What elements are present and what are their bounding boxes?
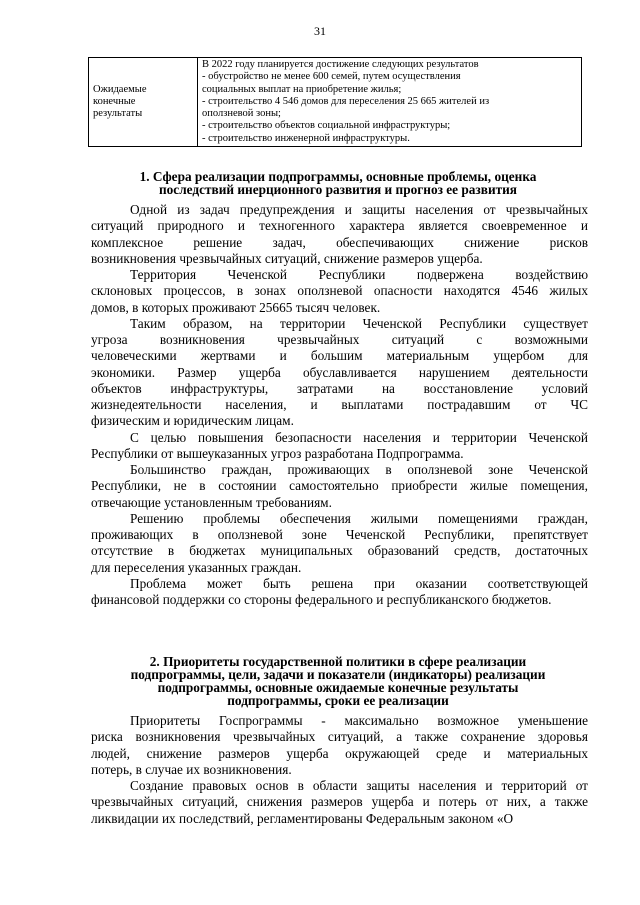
expected-results-table bbox=[88, 57, 582, 147]
paragraph-line: чрезвычайных ситуаций, снижения размеров ущерба и потерь от них, а также bbox=[91, 794, 588, 810]
paragraph-line: жизнедеятельности населения, и выплатами пострадавшим от ЧС bbox=[91, 397, 588, 412]
paragraph-line: склоновых процессов, в зонах оползневой опасности находятся 4546 жилых bbox=[91, 283, 588, 299]
heading-line: подпрограммы, основные ожидаемые конечные результаты bbox=[157, 680, 519, 695]
table-label-line: Ожидаемые bbox=[93, 83, 147, 95]
paragraph bbox=[91, 778, 588, 827]
page-number: 31 bbox=[314, 24, 326, 38]
paragraph bbox=[91, 316, 588, 430]
paragraph-line: физическим и юридическим лицам. bbox=[91, 413, 294, 429]
table-content-line: социальных выплат на приобретение жилья; bbox=[202, 83, 402, 95]
paragraph-line: ликвидации их последствий, регламентированы Федеральным законом «О bbox=[91, 810, 514, 826]
paragraph-line: Одной из задач предупреждения и защиты населения от чрезвычайных bbox=[130, 202, 588, 217]
table-row bbox=[89, 58, 582, 147]
table-content-line: - строительство объектов социальной инфраструктуры; bbox=[202, 120, 451, 132]
paragraph-line: Республики, не в состоянии самостоятельно приобрести жилые помещения, bbox=[91, 478, 588, 494]
paragraph-line: Республики от вышеуказанных угроз разработана Подпрограмма. bbox=[91, 445, 464, 461]
table-content-line: - строительство 4 546 домов для переселения 25 665 жителей из bbox=[202, 95, 490, 107]
table-content-cell bbox=[198, 58, 582, 147]
paragraph-line: риска возникновения чрезвычайных ситуаций, а также сохранение здоровья bbox=[91, 729, 588, 745]
paragraph-line: Приоритеты Госпрограммы - максимально возможное уменьшение bbox=[130, 713, 588, 728]
paragraph-line: Создание правовых основ в области защиты населения и территорий от bbox=[130, 778, 588, 793]
section-1-heading bbox=[88, 170, 588, 196]
paragraph-line: С целью повышения безопасности населения и территории Чеченской bbox=[130, 429, 588, 445]
section-2-heading bbox=[88, 655, 588, 707]
paragraph-line: угроза возникновения чрезвычайных ситуаций с возможными bbox=[91, 332, 588, 347]
paragraph bbox=[91, 713, 588, 778]
table-content-line: - строительство инженерной инфраструктуры. bbox=[202, 132, 410, 144]
paragraph-line: Таким образом, на территории Чеченской Республики существует bbox=[130, 315, 588, 331]
table-label-line: результаты bbox=[93, 108, 143, 120]
paragraph-line: Территория Чеченской Республики подвержена воздействию bbox=[130, 267, 588, 282]
table-content-line: - обустройство не менее 600 семей, путем осуществления bbox=[202, 71, 461, 83]
heading-line: 1. Сфера реализации подпрограммы, основные проблемы, оценка bbox=[139, 169, 537, 184]
paragraph-line: финансовой поддержки со стороны федерального и республиканского бюджетов. bbox=[91, 592, 552, 607]
table-label-cell bbox=[89, 58, 198, 147]
paragraph-line: возникновения чрезвычайных ситуаций, снижение размеров ущерба. bbox=[91, 250, 483, 266]
paragraph-line: ситуаций природного и техногенного характера является своевременное и bbox=[91, 218, 588, 234]
table-label-line: конечные bbox=[93, 95, 136, 107]
paragraph bbox=[91, 202, 588, 267]
paragraph-line: отсутствие в бюджетах муниципальных образований средств, достаточных bbox=[91, 543, 588, 559]
paragraph-line: для переселения указанных граждан. bbox=[91, 559, 302, 575]
paragraph-line: комплексное решение задач, обеспечивающих снижение рисков bbox=[91, 234, 588, 250]
paragraph-line: Решению проблемы обеспечения жилыми помещениями граждан, bbox=[130, 510, 588, 526]
paragraph bbox=[91, 576, 588, 609]
paragraph-line: Проблема может быть решена при оказании соответствующей bbox=[130, 575, 588, 591]
paragraph-line: отвечающие установленным требованиям. bbox=[91, 494, 332, 510]
paragraph-line: домов, в которых проживают 25665 тысяч человек. bbox=[91, 299, 381, 315]
paragraph bbox=[91, 430, 588, 463]
paragraph bbox=[91, 511, 588, 576]
paragraph-line: людей, снижение размеров ущерба окружающей среде и материальных bbox=[91, 745, 588, 761]
heading-line: подпрограммы, сроки ее реализации bbox=[227, 693, 449, 708]
paragraph-line: Большинство граждан, проживающих в оползневой зоне Чеченской bbox=[130, 462, 588, 477]
heading-line: последствий инерционного развития и прогноз ее развития bbox=[158, 182, 518, 197]
paragraph-line: человеческими жертвами и большим материальным ущербом для bbox=[91, 348, 588, 364]
table-content-line: В 2022 году планируется достижение следующих результатов bbox=[202, 59, 479, 70]
paragraph-line: проживающих в оползневой зоне Чеченской Республики, препятствует bbox=[91, 527, 588, 542]
paragraph-line: потерь, в случае их возникновения. bbox=[91, 761, 292, 777]
paragraph bbox=[91, 462, 588, 511]
paragraph bbox=[91, 267, 588, 316]
heading-line: подпрограммы, цели, задачи и показатели (индикаторы) реализации bbox=[130, 667, 546, 682]
paragraph-line: объектов инфраструктуры, затратами на восстановление условий bbox=[91, 380, 588, 396]
heading-line: 2. Приоритеты государственной политики в сфере реализации bbox=[149, 654, 527, 669]
paragraph-line: экономики. Размер ущерба обуславливается нарушением деятельности bbox=[91, 364, 588, 380]
table-content-line: оползневой зоны; bbox=[202, 108, 281, 120]
